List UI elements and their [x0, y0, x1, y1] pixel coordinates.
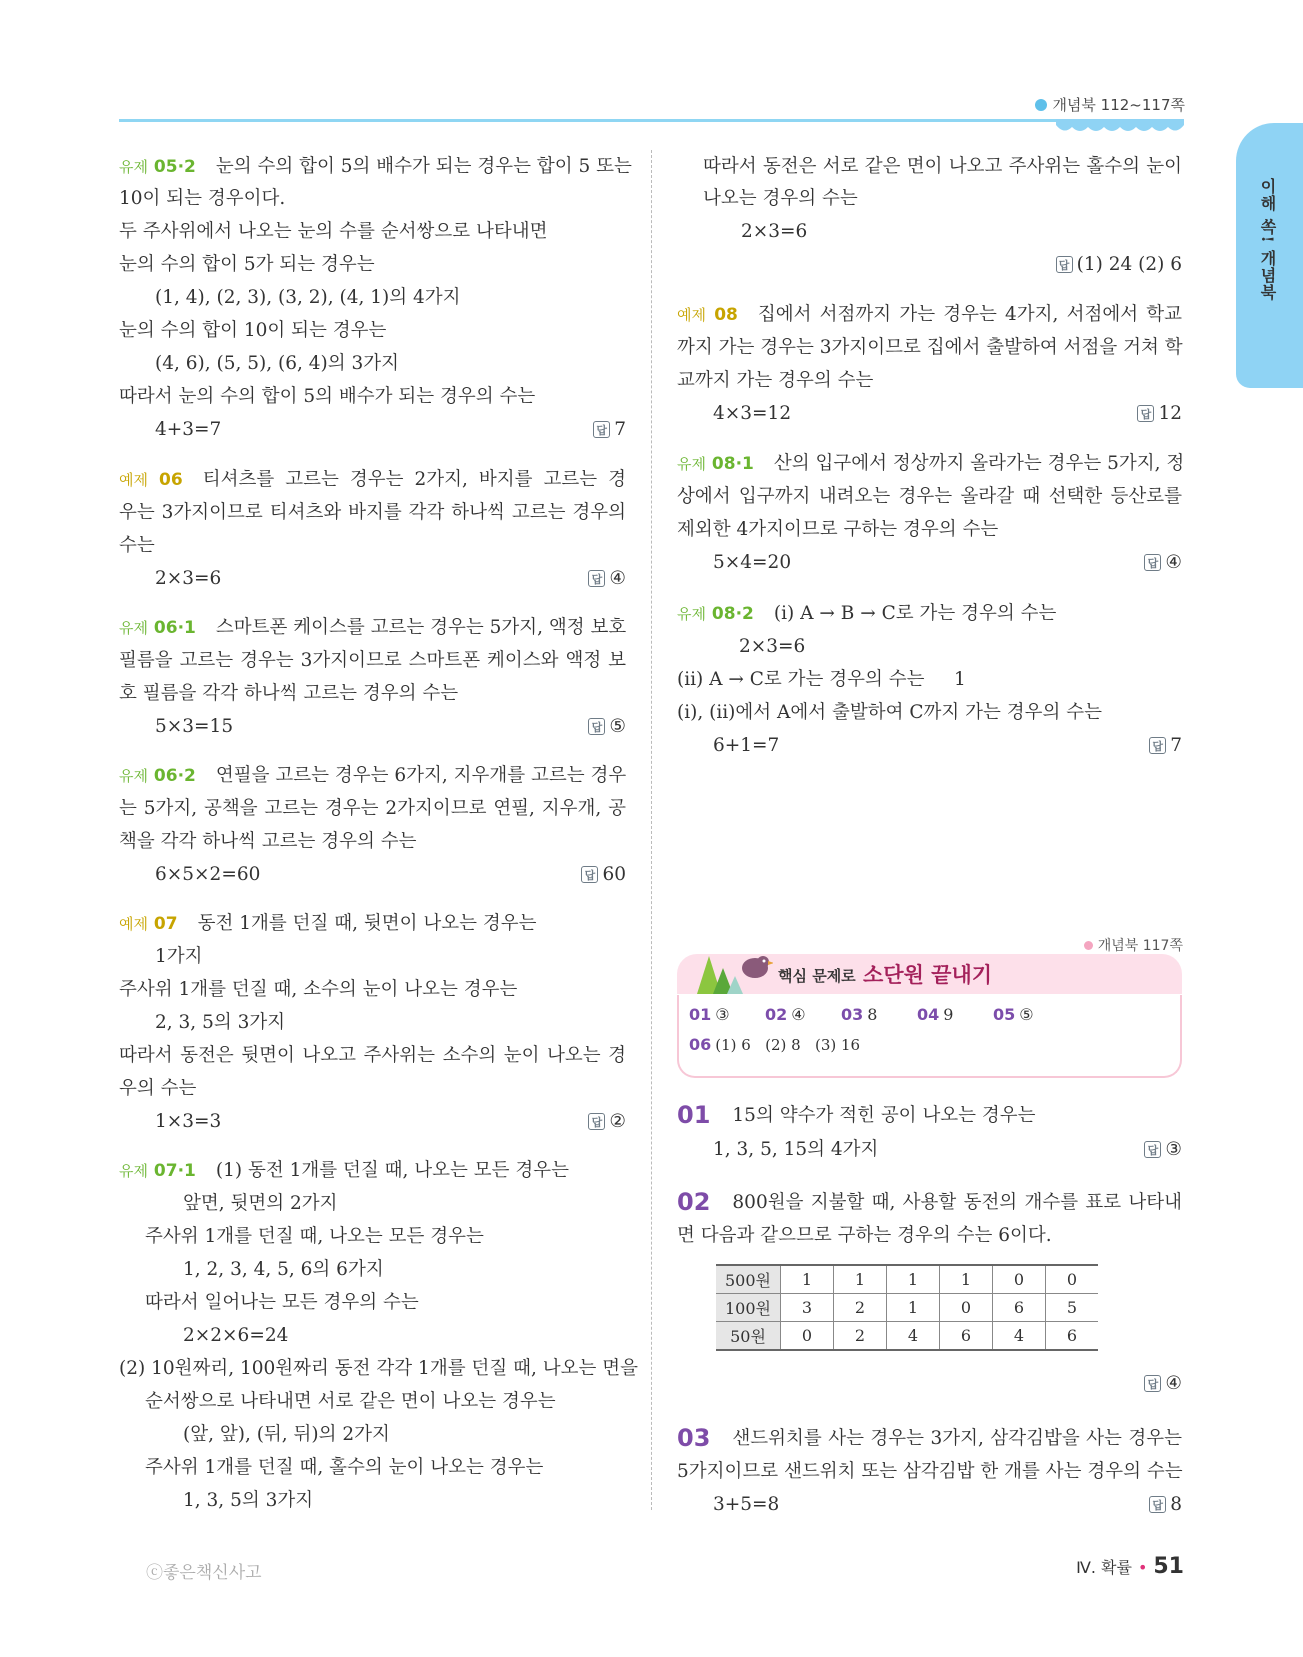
text-line: 필름을 고르는 경우는 3가지이므로 스마트폰 케이스와 액정 보 [119, 650, 626, 671]
answer-icon: 답 [588, 718, 605, 735]
answer-icon: 답 [1056, 256, 1073, 273]
text-line: 순서쌍으로 나타내면 서로 같은 면이 나오는 경우는 [145, 1391, 556, 1412]
quick-answer-item: 01 ③ [689, 1005, 730, 1024]
problem-number: 02 [677, 1188, 711, 1216]
answer: 답 ④ [1144, 1367, 1182, 1400]
text-line: 주사위 1개를 던질 때, 홀수의 눈이 나오는 경우는 [145, 1457, 544, 1478]
quick-answer-item: 04 9 [917, 1005, 954, 1024]
formula: 2×3=6 [739, 636, 806, 657]
text-line: 1, 2, 3, 4, 5, 6의 6가지 [183, 1259, 384, 1280]
text-line: 면 다음과 같으므로 구하는 경우의 수는 6이다. [677, 1225, 1052, 1246]
text-line: (ⅰ), (ⅱ)에서 A에서 출발하여 C까지 가는 경우의 수는 [677, 702, 1102, 723]
banner-title: 소단원 끝내기 [863, 963, 993, 987]
answer-icon: 답 [1144, 1141, 1161, 1158]
answer: 답 12 [1137, 397, 1182, 430]
quick-answer-item: 02 ④ [765, 1005, 806, 1024]
answer: 답 ③ [1144, 1133, 1182, 1166]
text-line: 1, 3, 5의 3가지 [183, 1490, 314, 1511]
quick-answer-item: 06 (1) 6 (2) 8 (3) 16 [689, 1035, 861, 1054]
separator-dot-icon: • [1137, 1558, 1148, 1577]
concept-book-reference-2: 개념북 117쪽 [1084, 935, 1183, 955]
quick-answer-box [677, 995, 1182, 1078]
answer-icon: 답 [1137, 405, 1154, 422]
bullet-dot-icon [1084, 941, 1093, 950]
column-divider [651, 150, 652, 1510]
text-line: 따라서 동전은 뒷면이 나오고 주사위는 소수의 눈이 나오는 경 [119, 1045, 626, 1066]
text-line: 따라서 일어나는 모든 경우의 수는 [145, 1292, 419, 1313]
tree-bird-illustration-icon [683, 946, 773, 996]
answer-icon: 답 [588, 570, 605, 587]
answer-icon: 답 [1144, 1375, 1161, 1392]
text-line: 우는 3가지이므로 티셔츠와 바지를 각각 하나씩 고르는 경우의 [119, 502, 626, 523]
answer: 답 ② [588, 1105, 626, 1138]
answer: 답 8 [1149, 1488, 1182, 1521]
answer: 답 60 [581, 858, 626, 891]
text-line: 예제 08 집에서 서점까지 가는 경우는 4가지, 서점에서 학교 [677, 304, 1182, 325]
text-line: 수는 [119, 535, 155, 556]
answer: 답 7 [1149, 729, 1182, 762]
problem-number: 01 [677, 1101, 711, 1129]
formula: 5×3=15 [155, 716, 234, 737]
formula: 5×4=20 [713, 552, 792, 573]
text-line: 주사위 1개를 던질 때, 나오는 모든 경우는 [145, 1226, 484, 1247]
text-line: 2, 3, 5의 3가지 [155, 1012, 286, 1033]
answer: 답 ④ [1144, 546, 1182, 579]
formula: 3+5=8 [713, 1494, 780, 1515]
text-line: 02 800원을 지불할 때, 사용할 동전의 개수를 표로 나타내 [677, 1188, 1182, 1216]
answer-icon: 답 [1149, 1496, 1166, 1513]
text-line: 제외한 4가지이므로 구하는 경우의 수는 [677, 519, 999, 540]
section-banner [677, 954, 1182, 994]
answer-icon: 답 [1149, 737, 1166, 754]
answer: 답 7 [593, 413, 626, 446]
quick-answer-item: 05 ⑤ [993, 1005, 1034, 1024]
chapter-title: Ⅳ. 확률 [1076, 1558, 1132, 1577]
formula: 2×2×6=24 [183, 1325, 289, 1346]
text-line: 01 15의 약수가 적힌 공이 나오는 경우는 [677, 1101, 1036, 1129]
text-line: 예제 07 동전 1개를 던질 때, 뒷면이 나오는 경우는 [119, 913, 537, 934]
table-row: 500원 1 1 1 1 0 0 [716, 1265, 1098, 1294]
text-line: 유제 08·1 산의 입구에서 정상까지 올라가는 경우는 5가지, 정 [677, 453, 1185, 474]
table-row: 50원 0 2 4 6 4 6 [716, 1322, 1098, 1351]
answer: 답 ⑤ [588, 710, 626, 743]
answer: 답 (1) 24 (2) 6 [1056, 248, 1182, 281]
side-tab [1236, 123, 1303, 388]
text-line: 유제 06·2 연필을 고르는 경우는 6가지, 지우개를 고르는 경우 [119, 765, 627, 786]
text-line: (2) 10원짜리, 100원짜리 동전 각각 1개를 던질 때, 나오는 면을 [119, 1358, 638, 1379]
wave-decoration-icon [1056, 119, 1184, 137]
text-line: 예제 06 티셔츠를 고르는 경우는 2가지, 바지를 고르는 경 [119, 469, 626, 490]
header-rule [119, 119, 1182, 122]
text-line: (앞, 앞), (뒤, 뒤)의 2가지 [183, 1424, 390, 1445]
quick-answer-item: 03 8 [841, 1005, 878, 1024]
text-line: 03 샌드위치를 사는 경우는 3가지, 삼각김밥을 사는 경우는 [677, 1424, 1182, 1452]
copyright: ⓒ좋은책신사고 [146, 1563, 262, 1583]
formula: 4+3=7 [155, 419, 222, 440]
page-footer [1076, 1554, 1184, 1579]
text-line: (ⅱ) A → C로 가는 경우의 수는 1 [677, 669, 966, 690]
page-number: 51 [1153, 1554, 1184, 1579]
side-tab-label: 이해 쏙! 개념북 [1258, 178, 1277, 302]
answer-icon: 답 [588, 1113, 605, 1130]
formula: 2×3=6 [741, 221, 808, 242]
coin-count-table [716, 1264, 1098, 1351]
text-line: 5가지이므로 샌드위치 또는 삼각김밥 한 개를 사는 경우의 수는 [677, 1461, 1183, 1482]
text-line: 유제 07·1 (1) 동전 1개를 던질 때, 나오는 모든 경우는 [119, 1160, 569, 1181]
text-line: 따라서 눈의 수의 합이 5의 배수가 되는 경우의 수는 [119, 386, 536, 407]
concept-book-reference: 개념북 112~117쪽 [1035, 94, 1185, 115]
text-line: 유제 08·2 (ⅰ) A → B → C로 가는 경우의 수는 [677, 603, 1057, 624]
formula: 4×3=12 [713, 403, 792, 424]
text-line: 두 주사위에서 나오는 눈의 수를 순서쌍으로 나타내면 [119, 221, 548, 242]
formula: 2×3=6 [155, 568, 222, 589]
answer: 답 ④ [588, 562, 626, 595]
text-line: 우의 수는 [119, 1078, 197, 1099]
problem-number: 03 [677, 1424, 711, 1452]
text-line: 나오는 경우의 수는 [703, 188, 858, 209]
text-line: 까지 가는 경우는 3가지이므로 집에서 출발하여 서점을 거쳐 학 [677, 337, 1183, 358]
text-line: 유제 05·2 눈의 수의 합이 5의 배수가 되는 경우는 합이 5 또는 [119, 156, 632, 177]
text-line: 눈의 수의 합이 10이 되는 경우는 [119, 320, 387, 341]
table-row: 100원 3 2 1 0 6 5 [716, 1294, 1098, 1322]
formula: 6×5×2=60 [155, 864, 261, 885]
text-line: 상에서 입구까지 내려오는 경우는 올라갈 때 선택한 등산로를 [677, 486, 1182, 507]
text-line: 1가지 [155, 946, 203, 967]
text-line: (1, 4), (2, 3), (3, 2), (4, 1)의 4가지 [155, 287, 461, 308]
answer-icon: 답 [1144, 554, 1161, 571]
text-line: 앞면, 뒷면의 2가지 [183, 1193, 338, 1214]
text-line: 따라서 동전은 서로 같은 면이 나오고 주사위는 홀수의 눈이 [703, 156, 1182, 177]
formula: 1×3=3 [155, 1111, 222, 1132]
bullet-dot-icon [1035, 99, 1047, 111]
text-line: 교까지 가는 경우의 수는 [677, 370, 874, 391]
answer-icon: 답 [581, 866, 598, 883]
banner-subtitle: 핵심 문제로 [778, 967, 856, 985]
text-line: 1, 3, 5, 15의 4가지 [713, 1139, 879, 1160]
text-line: 호 필름을 각각 하나씩 고르는 경우의 수는 [119, 683, 459, 704]
formula: 6+1=7 [713, 735, 780, 756]
text-line: (4, 6), (5, 5), (6, 4)의 3가지 [155, 353, 399, 374]
text-line: 10이 되는 경우이다. [119, 188, 286, 209]
text-line: 는 5가지, 공책을 고르는 경우는 2가지이므로 연필, 지우개, 공 [119, 798, 626, 819]
text-line: 주사위 1개를 던질 때, 소수의 눈이 나오는 경우는 [119, 979, 518, 1000]
text-line: 유제 06·1 스마트폰 케이스를 고르는 경우는 5가지, 액정 보호 [119, 617, 627, 638]
answer-icon: 답 [593, 421, 610, 438]
text-line: 눈의 수의 합이 5가 되는 경우는 [119, 254, 375, 275]
text-line: 책을 각각 하나씩 고르는 경우의 수는 [119, 831, 417, 852]
